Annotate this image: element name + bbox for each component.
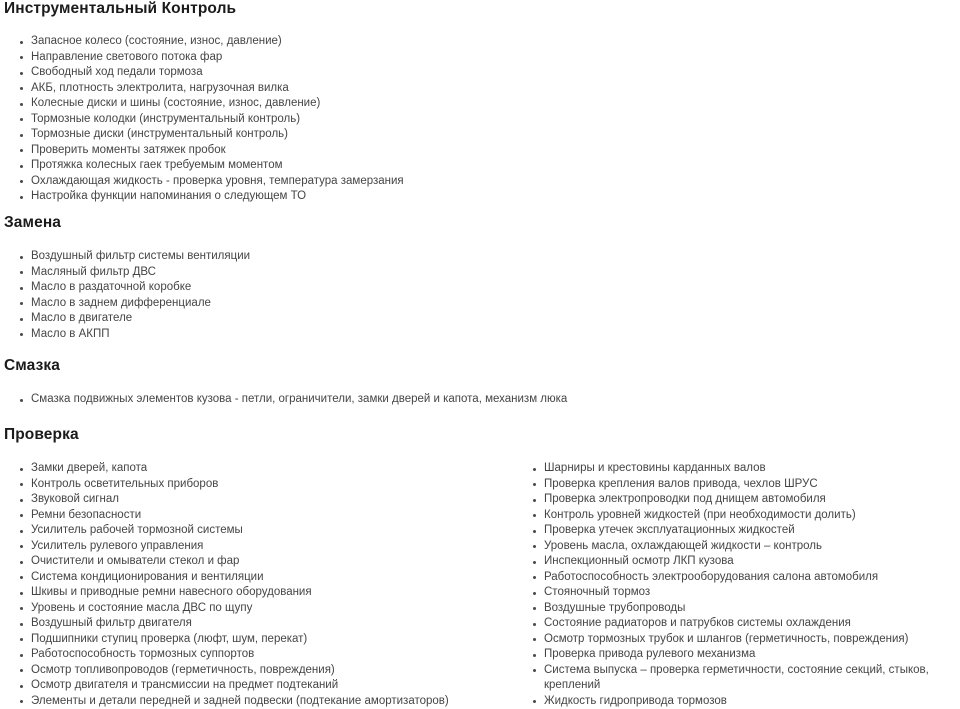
checklist-item: АКБ, плотность электролита, нагрузочная вилка	[4, 81, 624, 97]
checklist-item: Система кондиционирования и вентиляции	[4, 570, 520, 586]
checklist-item: Усилитель рулевого управления	[4, 539, 520, 555]
checklist-item: Осмотр топливопроводов (герметичность, повреждения)	[4, 663, 520, 679]
checklist-item: Проверка крепления валов привода, чехлов ШРУС	[520, 477, 940, 493]
checklist-item: Масло в раздаточной коробке	[4, 280, 624, 296]
checklist-item: Колесные диски и шины (состояние, износ, давление)	[4, 96, 624, 112]
checklist-item: Протяжка колесных гаек требуемым моментом	[4, 158, 624, 174]
section-heading-zamena: Замена	[4, 213, 61, 232]
section-heading-instrumental-control: Инструментальный Контроль	[4, 0, 236, 18]
checklist-item: Охлаждающая жидкость - проверка уровня, температура замерзания	[4, 174, 624, 190]
checklist-item: Стояночный тормоз	[520, 585, 940, 601]
checklist-item: Уровень и состояние масла ДВС по щупу	[4, 601, 520, 617]
list-proverka-right	[520, 461, 940, 709]
checklist-item: Подшипники ступиц проверка (люфт, шум, перекат)	[4, 632, 520, 648]
checklist-item: Масло в заднем дифференциале	[4, 296, 624, 312]
checklist-item: Работоспособность тормозных суппортов	[4, 647, 520, 663]
checklist-item: Состояние радиаторов и патрубков системы охлаждения	[520, 616, 940, 632]
checklist-item: Система выпуска – проверка герметичности, состояние секций, стыков, креплений	[520, 663, 940, 694]
checklist-item: Шкивы и приводные ремни навесного оборудования	[4, 585, 520, 601]
checklist-item: Жидкость гидропривода тормозов	[520, 694, 940, 709]
checklist-item: Тормозные диски (инструментальный контроль)	[4, 127, 624, 143]
checklist-item: Воздушный фильтр системы вентиляции	[4, 249, 624, 265]
checklist-item: Работоспособность электрооборудования салона автомобиля	[520, 570, 940, 586]
checklist-item: Тормозные колодки (инструментальный контроль)	[4, 112, 624, 128]
proverka-columns	[4, 461, 952, 709]
checklist-item: Замки дверей, капота	[4, 461, 520, 477]
checklist-item: Осмотр тормозных трубок и шлангов (герметичность, повреждения)	[520, 632, 940, 648]
checklist-item: Проверка привода рулевого механизма	[520, 647, 940, 663]
checklist-item: Масло в двигателе	[4, 311, 624, 327]
checklist-item: Очистители и омыватели стекол и фар	[4, 554, 520, 570]
proverka-column-right	[520, 461, 940, 709]
section-heading-smazka: Смазка	[4, 356, 60, 375]
checklist-item: Воздушные трубопроводы	[520, 601, 940, 617]
checklist-item: Осмотр двигателя и трансмиссии на предмет подтеканий	[4, 678, 520, 694]
checklist-item: Звуковой сигнал	[4, 492, 520, 508]
list-proverka-left	[4, 461, 520, 709]
checklist-item: Уровень масла, охлаждающей жидкости – контроль	[520, 539, 940, 555]
checklist-item: Направление светового потока фар	[4, 50, 624, 66]
checklist-item: Проверить моменты затяжек пробок	[4, 143, 624, 159]
checklist-item: Контроль уровней жидкостей (при необходимости долить)	[520, 508, 940, 524]
checklist-item: Элементы и детали передней и задней подвески (подтекание амортизаторов)	[4, 694, 520, 709]
checklist-item: Ремни безопасности	[4, 508, 520, 524]
section-heading-proverka: Проверка	[4, 425, 79, 444]
checklist-item: Настройка функции напоминания о следующем ТО	[4, 189, 624, 205]
checklist-item: Проверка утечек эксплуатационных жидкостей	[520, 523, 940, 539]
list-smazka	[4, 392, 784, 408]
checklist-item: Проверка электропроводки под днищем автомобиля	[520, 492, 940, 508]
checklist-item: Масляный фильтр ДВС	[4, 265, 624, 281]
checklist-item: Запасное колесо (состояние, износ, давление)	[4, 34, 624, 50]
checklist-item: Усилитель рабочей тормозной системы	[4, 523, 520, 539]
list-zamena	[4, 249, 624, 342]
checklist-item: Масло в АКПП	[4, 327, 624, 343]
list-instrumental-control	[4, 34, 624, 205]
checklist-item: Смазка подвижных элементов кузова - петли, ограничители, замки дверей и капота, механизм люка	[4, 392, 784, 408]
checklist-item: Шарниры и крестовины карданных валов	[520, 461, 940, 477]
checklist-item: Воздушный фильтр двигателя	[4, 616, 520, 632]
checklist-item: Контроль осветительных приборов	[4, 477, 520, 493]
checklist-item: Инспекционный осмотр ЛКП кузова	[520, 554, 940, 570]
proverka-column-left	[4, 461, 520, 709]
checklist-item: Свободный ход педали тормоза	[4, 65, 624, 81]
